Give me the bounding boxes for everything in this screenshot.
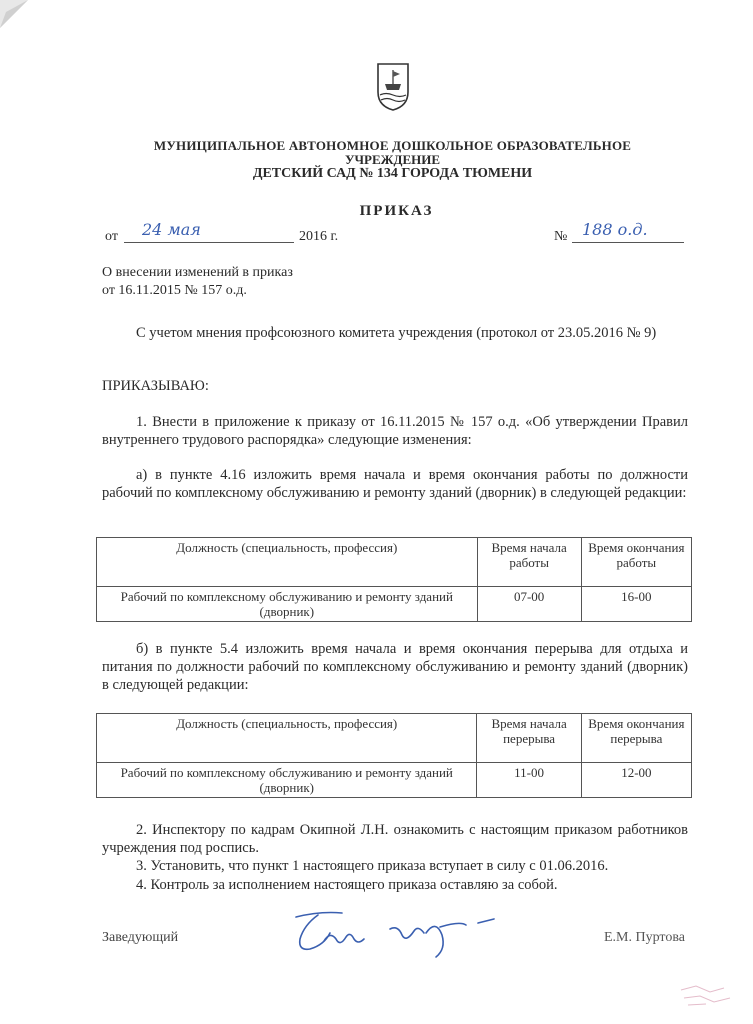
- cell-end: 16-00: [581, 587, 691, 622]
- header-start: Время начала перерыва: [477, 714, 581, 763]
- order-item-1a: а) в пункте 4.16 изложить время начала и время окончания работы по должности рабочий по комплексному обслуживанию и ремонту зданий (дворник) в следующей редакции:: [102, 467, 688, 501]
- date-prefix: от: [105, 229, 118, 244]
- cell-position: Рабочий по комплексному обслуживанию и ремонту зданий (дворник): [97, 587, 478, 622]
- table-header-row: [97, 538, 692, 587]
- org-name-line3: ДЕТСКИЙ САД № 134 ГОРОДА ТЮМЕНИ: [252, 166, 533, 181]
- signatory-position: Заведующий: [102, 930, 179, 945]
- folded-corner-icon: [0, 0, 40, 40]
- date-underline: [124, 242, 294, 243]
- table-header-row: [97, 714, 692, 763]
- header-end: Время окончания перерыва: [581, 714, 691, 763]
- work-hours-table: [96, 537, 692, 622]
- date-year: 2016 г.: [299, 229, 339, 244]
- header-end: Время окончания работы: [581, 538, 691, 587]
- cell-position: Рабочий по комплексному обслуживанию и ремонту зданий (дворник): [97, 763, 477, 798]
- number-prefix: №: [554, 229, 568, 244]
- subject-line2: от 16.11.2015 № 157 о.д.: [102, 283, 247, 298]
- signature-icon: [290, 905, 510, 960]
- document-title: ПРИКАЗ: [359, 203, 434, 219]
- cell-end: 12-00: [581, 763, 691, 798]
- signatory-name: Е.М. Пуртова: [604, 930, 685, 945]
- cell-start: 07-00: [477, 587, 581, 622]
- coat-of-arms-icon: [376, 62, 410, 112]
- header-start: Время начала работы: [477, 538, 581, 587]
- order-item-1b: б) в пункте 5.4 изложить время начала и время окончания перерыва для отдыха и питания по должности рабочий по комплексному обслуживанию и ремонту зданий (дворник) в следующей редакции:: [102, 641, 688, 693]
- table-row: [97, 763, 692, 798]
- number-handwritten: 188 о.д.: [582, 220, 648, 239]
- order-item-2: 2. Инспектору по кадрам Окипной Л.Н. ознакомить с настоящим приказом работников учреждения под роспись.: [102, 822, 688, 856]
- table-row: [97, 587, 692, 622]
- header-position: Должность (специальность, профессия): [97, 538, 478, 587]
- date-handwritten: 24 мая: [142, 220, 201, 239]
- order-word: ПРИКАЗЫВАЮ:: [102, 378, 209, 394]
- break-hours-table: [96, 713, 692, 798]
- number-underline: [572, 242, 684, 243]
- org-name-line1: МУНИЦИПАЛЬНОЕ АВТОНОМНОЕ ДОШКОЛЬНОЕ ОБРАЗОВАТЕЛЬНОЕ: [153, 138, 632, 153]
- preamble: С учетом мнения профсоюзного комитета учреждения (протокол от 23.05.2016 № 9): [136, 325, 657, 341]
- cell-start: 11-00: [477, 763, 581, 798]
- order-item-3: 3. Установить, что пункт 1 настоящего приказа вступает в силу с 01.06.2016.: [136, 858, 609, 874]
- order-item-1: 1. Внести в приложение к приказу от 16.11.2015 № 157 о.д. «Об утверждении Правил внутреннего трудового распорядка» следующие изменения:: [102, 414, 688, 448]
- order-item-4: 4. Контроль за исполнением настоящего приказа оставляю за собой.: [136, 877, 558, 893]
- org-name-line2: УЧРЕЖДЕНИЕ: [344, 152, 441, 167]
- header-position: Должность (специальность, профессия): [97, 714, 477, 763]
- stamp-trace-icon: [676, 980, 736, 1010]
- subject-line1: О внесении изменений в приказ: [102, 265, 293, 280]
